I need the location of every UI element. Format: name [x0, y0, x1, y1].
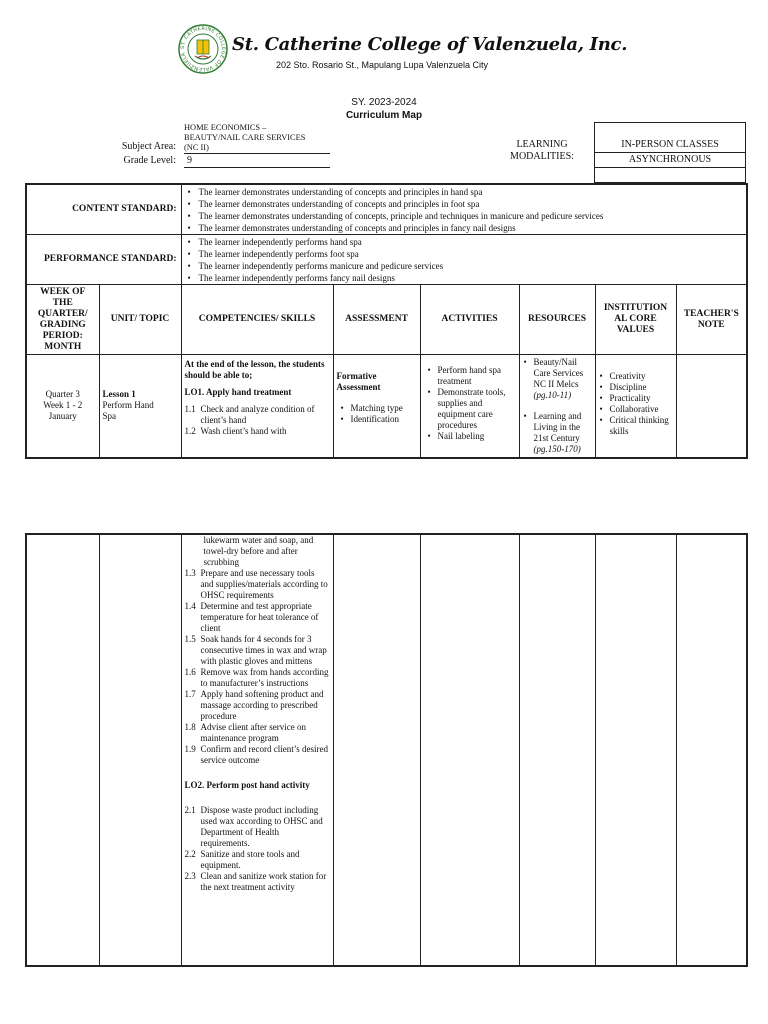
value-item: • Collaborative — [596, 404, 676, 415]
school-name: St. Catherine College of Valenzuela, Inc. — [232, 34, 628, 55]
col-header-competencies: COMPETENCIES/ SKILLS — [181, 285, 333, 355]
competency-item: 1.6 Remove wax from hands according to manufacturer’s instructions — [184, 667, 329, 688]
modality-blank — [595, 169, 745, 182]
col-header-resources: RESOURCES — [519, 285, 595, 355]
content-standard-label: CONTENT STANDARD: — [26, 184, 181, 235]
content-standard-item: • The learner demonstrates understanding of concepts and principles in fancy nail designs — [188, 222, 747, 234]
unit-cell — [99, 534, 181, 966]
document-title: Curriculum Map — [345, 110, 423, 121]
performance-standard-row — [26, 235, 747, 285]
performance-standard-item: • The learner independently performs hand spa — [188, 236, 747, 248]
grade-level-label: Grade Level: — [123, 155, 176, 166]
assessment-item: • Identification — [337, 414, 417, 425]
values-cell — [595, 534, 676, 966]
competency-item: 1.5 Soak hands for 4 seconds for 3 consecutive times in wax and wrap with plastic gloves and mittens — [184, 634, 327, 666]
lesson-title: Lesson 1 — [102, 389, 136, 400]
resources-cell — [519, 355, 595, 458]
week-cell: Quarter 3 Week 1 - 2 January — [26, 355, 99, 458]
performance-standard-item: • The learner independently performs manicure and pedicure services — [188, 260, 747, 272]
performance-standard-item: • The learner independently performs foot spa — [188, 248, 747, 260]
competency-item: 1.3 Prepare and use necessary tools and supplies/materials according to OHSC requirements — [184, 568, 328, 600]
content-standard-item: • The learner demonstrates understanding of concepts and principles in hand spa — [188, 186, 747, 198]
school-year: SY. 2023-2024 — [351, 97, 417, 108]
value-item: • Critical thinking skills — [596, 415, 676, 437]
activity-item: • Nail labeling — [424, 431, 516, 442]
competency-item: 1.8 Advise client after service on maintenance program — [184, 722, 306, 743]
competency-item: 1.1 Check and analyze condition of client’s hand — [184, 404, 315, 425]
values-cell — [595, 355, 676, 458]
lo2-heading: LO2. Perform post hand activity — [184, 780, 310, 790]
week-cell — [26, 534, 99, 966]
seal-ring-text: ST. CATHERINE COLLEGE OF VALENZUELA — [179, 25, 227, 73]
activity-item: • Demonstrate tools, supplies and equipment care procedures — [424, 387, 516, 431]
modalities-box — [594, 122, 746, 183]
col-header-unit: UNIT/ TOPIC — [99, 285, 181, 355]
col-header-note: TEACHER'S NOTE — [676, 285, 747, 355]
grade-level-value: 9 — [184, 155, 330, 168]
lo1-heading: LO1. Apply hand treatment — [184, 387, 292, 397]
lesson-row — [26, 355, 747, 458]
value-item: • Discipline — [596, 382, 676, 393]
activities-cell — [420, 534, 519, 966]
activity-item: • Perform hand spa treatment — [424, 365, 516, 387]
competency-item: 1.4 Determine and test appropriate temperature for heat tolerance of client — [184, 601, 319, 633]
assessment-title: Formative Assessment — [336, 371, 381, 392]
competency-item: 1.7 Apply hand softening product and massage according to prescribed procedure — [184, 689, 324, 721]
subject-area-label: Subject Area: — [121, 141, 176, 152]
curriculum-map-table — [25, 183, 748, 459]
assessment-item: • Matching type — [337, 403, 417, 414]
content-standard-row — [26, 184, 747, 235]
col-header-activities: ACTIVITIES — [420, 285, 519, 355]
activities-cell — [420, 355, 519, 458]
col-header-assessment: ASSESSMENT — [333, 285, 420, 355]
content-standard-item: • The learner demonstrates understanding of concepts, principle and techniques in manicure and pedicure services — [188, 210, 747, 222]
performance-standard-label: PERFORMANCE STANDARD: — [26, 235, 181, 285]
teacher-note-cell — [676, 355, 747, 458]
value-item: • Creativity — [596, 371, 676, 382]
resource-item: • Beauty/Nail Care Services NC II Melcs (pg.10-11) — [520, 357, 593, 401]
competency-continuation: lukewarm water and soap, and towel-dry before and after scrubbing — [203, 535, 314, 567]
competencies-cell — [181, 534, 333, 966]
col-header-values: INSTITUTION AL CORE VALUES — [595, 285, 676, 355]
teacher-note-cell — [676, 534, 747, 966]
performance-standard-item: • The learner independently performs fancy nail designs — [188, 272, 747, 284]
resources-cell — [519, 534, 595, 966]
competency-item: 1.2 Wash client’s hand with — [184, 426, 287, 436]
content-standard-item: • The learner demonstrates understanding of concepts and principles in foot spa — [188, 198, 747, 210]
column-header-row — [26, 285, 747, 355]
col-header-week: WEEK OF THE QUARTER/ GRADING PERIOD: MONTH — [26, 285, 99, 355]
unit-cell: Lesson 1 Perform Hand Spa — [99, 355, 181, 458]
modality-in-person: IN-PERSON CLASSES — [595, 139, 745, 153]
modality-asynchronous: ASYNCHRONOUS — [595, 154, 745, 168]
competency-item: 2.3 Clean and sanitize work station for the next treatment activity — [184, 871, 327, 892]
curriculum-map-continuation-table — [25, 533, 748, 967]
learning-modalities-label: LEARNING MODALITIES: — [510, 139, 574, 162]
competency-item: 2.2 Sanitize and store tools and equipment. — [184, 849, 300, 870]
resource-item: • Learning and Living in the 21st Century (pg.150-170) — [520, 411, 593, 455]
content-standard-cell — [181, 184, 747, 235]
value-item: • Practicality — [596, 393, 676, 404]
school-address: 202 Sto. Rosario St., Mapulang Lupa Valenzuela City — [276, 60, 488, 70]
school-seal-logo — [178, 24, 228, 74]
subject-area-value: HOME ECONOMICS – BEAUTY/NAIL CARE SERVICES (NC II) — [184, 123, 330, 154]
continuation-row — [26, 534, 747, 966]
performance-standard-cell — [181, 235, 747, 285]
assessment-cell — [333, 355, 420, 458]
competency-item: 2.1 Dispose waste product including used wax according to OHSC and Department of Health requirements. — [184, 805, 323, 848]
competency-item: 1.9 Confirm and record client’s desired service outcome — [184, 744, 328, 765]
assessment-cell — [333, 534, 420, 966]
competencies-cell — [181, 355, 333, 458]
competency-intro: At the end of the lesson, the students should be able to; — [184, 359, 325, 380]
